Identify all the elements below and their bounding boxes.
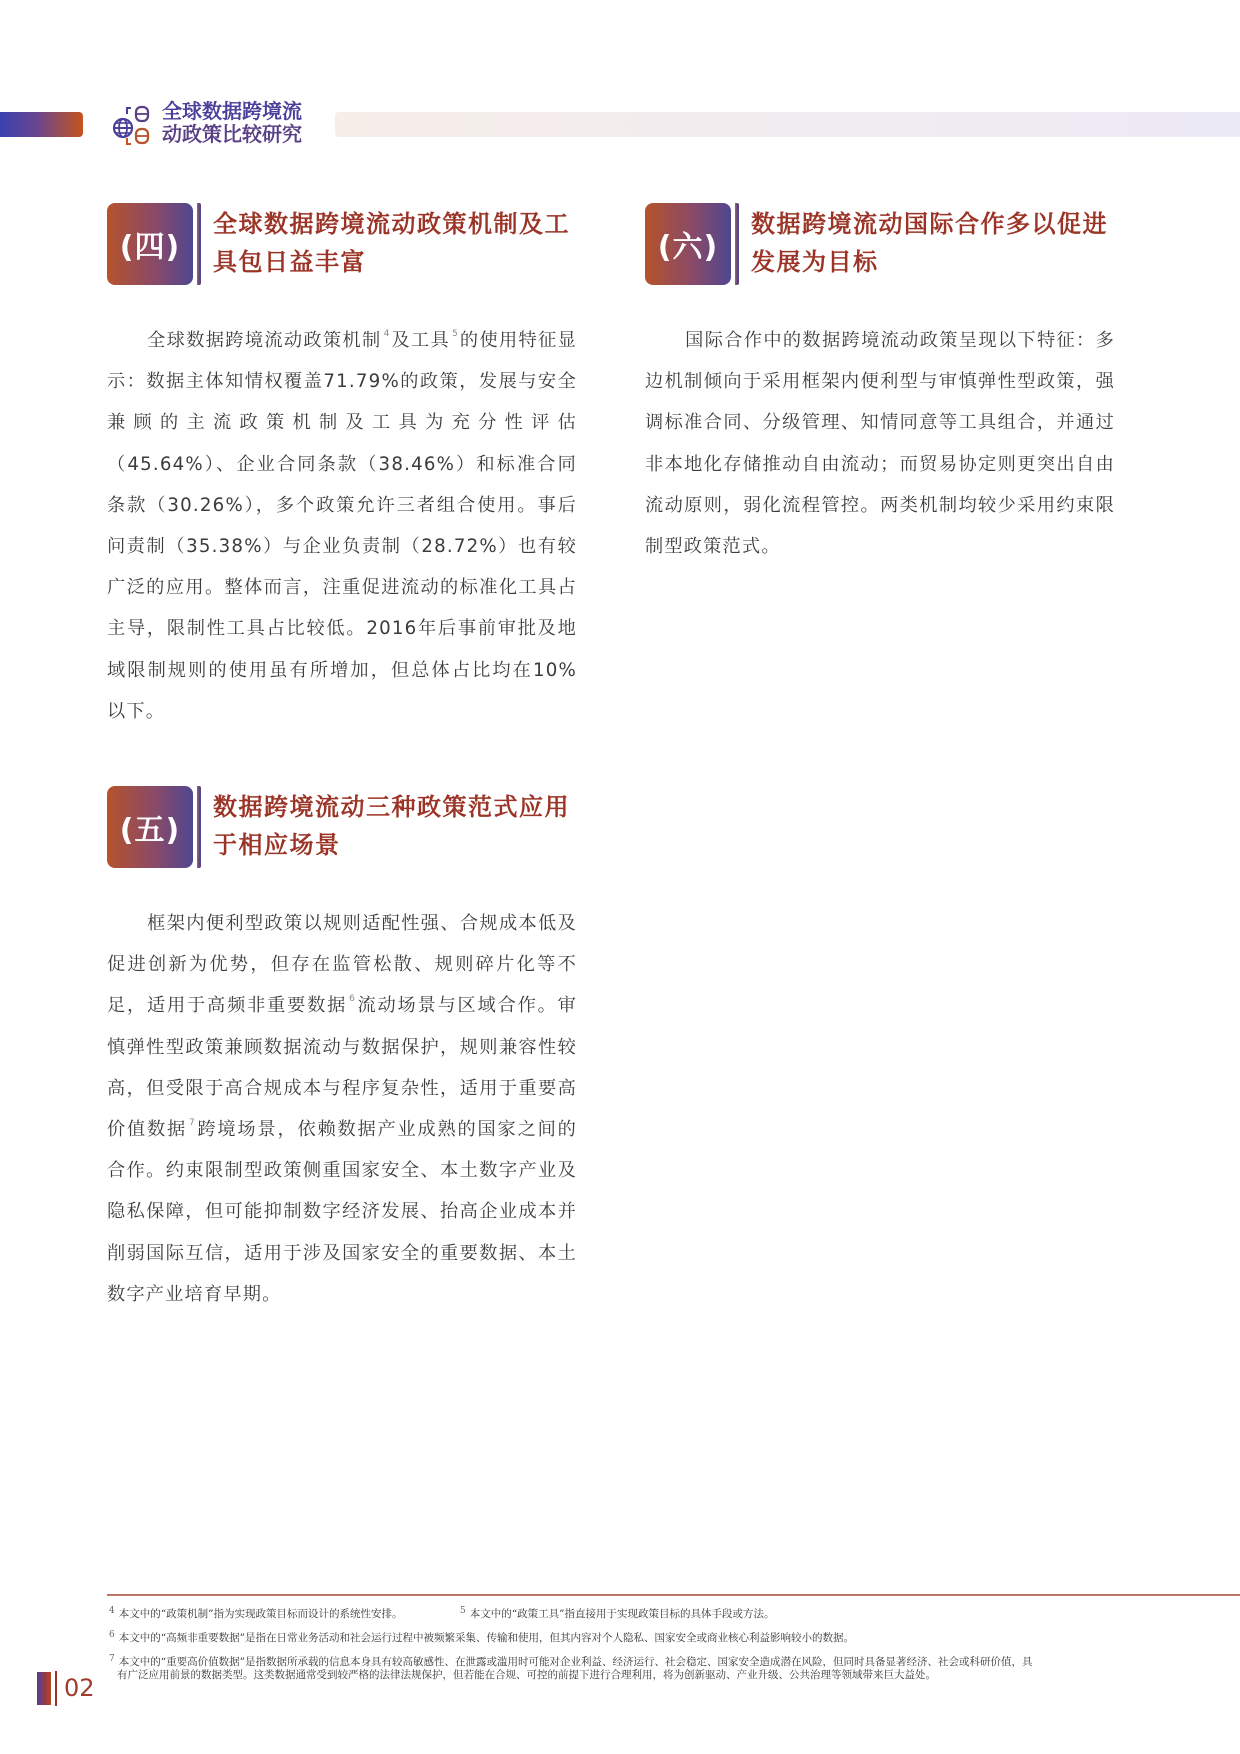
section-divider	[197, 203, 201, 285]
paragraph-text: 及工具	[391, 330, 451, 351]
paragraph-text: 全球数据跨境流动政策机制	[147, 330, 382, 351]
footnote-text: 本文中的“政策机制”指为实现政策目标而设计的系统性安排。	[118, 1608, 403, 1620]
footnote-5	[458, 1608, 774, 1621]
footnote-7	[107, 1656, 1127, 1682]
header-accent-bar-right	[335, 112, 1240, 137]
footnote-number: 5	[460, 1606, 466, 1616]
footnote-4	[107, 1608, 402, 1621]
footnote-ref[interactable]: 4	[383, 329, 390, 339]
paragraph-text: 流动场景与区域合作。审慎弹性型政策兼顾数据流动与数据保护，规则兼容性较高，但受限于高合规成本与程序复杂性，适用于重要高价值数据	[107, 995, 577, 1141]
section-paragraph-4	[107, 320, 577, 732]
footnote-text: 有广泛应用前景的数据类型。这类数据通常受到较严格的法律法规保护，但若能在合规、可控的前提下进行合理利用，将为创新驱动、产业升级、公共治理等领域带来巨大益处。	[117, 1669, 936, 1681]
footnote-number: 6	[109, 1630, 115, 1640]
page-number: 02	[64, 1674, 95, 1702]
section-title: 数据跨境流动三种政策范式应用于相应场景	[213, 793, 570, 859]
footnote-ref[interactable]: 5	[452, 329, 458, 339]
section-title: 数据跨境流动国际合作多以促进发展为目标	[751, 210, 1108, 276]
globe-database-icon	[112, 104, 154, 146]
header-accent-bar-left	[0, 112, 83, 137]
footnote-number: 4	[109, 1606, 115, 1616]
page-number-accent	[37, 1672, 51, 1705]
report-title-line2: 动政策比较研究	[162, 122, 302, 146]
footnote-divider	[107, 1594, 1240, 1596]
footnote-text: 本文中的“重要高价值数据”是指数据所承载的信息本身具有较高敏感性、在泄露或滥用时可能对企业利益、经济运行、社会稳定、国家安全造成潜在风险，但同时具备显著经济、社会或科研价值，具	[118, 1656, 1033, 1668]
section-paragraph-6	[645, 320, 1115, 567]
section-number-badge: (四)	[107, 203, 193, 285]
report-title	[162, 100, 302, 146]
page-number-divider	[55, 1671, 57, 1706]
footnote-ref[interactable]: 7	[189, 1118, 195, 1129]
section-paragraph-5	[107, 903, 577, 1315]
section-divider	[735, 203, 739, 285]
section-title: 全球数据跨境流动政策机制及工具包日益丰富	[213, 210, 570, 276]
section-divider	[197, 786, 201, 868]
footnote-6	[107, 1632, 854, 1645]
section-number-badge: (五)	[107, 786, 193, 868]
paragraph-text: 的使用特征显示：数据主体知情权覆盖71.79%的政策，发展与安全兼顾的主流政策机制及工具为充分性评估（45.64%）、企业合同条款（38.46%）和标准合同条款（30.26%），多个政策允许三者组合使用。事后问责制（35.38%）与企业负责制（28.72%）也有较广泛的应用。整体而言，注重促进流动的标准化工具占主导，限制性工具占比较低。2016年后事前审批及地域限制规则的使用虽有所增加，但总体占比均在10%以下。	[107, 330, 577, 722]
paragraph-text: 国际合作中的数据跨境流动政策呈现以下特征：多边机制倾向于采用框架内便利型与审慎弹性型政策，强调标准合同、分级管理、知情同意等工具组合，并通过非本地化存储推动自由流动；而贸易协定则更突出自由流动原则，弱化流程管控。两类机制均较少采用约束限制型政策范式。	[645, 330, 1115, 558]
section-heading-5	[107, 786, 583, 868]
footnote-number: 7	[109, 1654, 115, 1664]
section-heading-4	[107, 203, 583, 285]
paragraph-text: 跨境场景，依赖数据产业成熟的国家之间的合作。约束限制型政策侧重国家安全、本土数字产业及隐私保障，但可能抑制数字经济发展、抬高企业成本并削弱国际互信，适用于涉及国家安全的重要数据、本土数字产业培育早期。	[107, 1119, 577, 1305]
paragraph-text: 框架内便利型政策以规则适配性强、合规成本低及促进创新为优势，但存在监管松散、规则碎片化等不足，适用于高频非重要数据	[107, 913, 577, 1017]
footnote-ref[interactable]: 6	[349, 994, 355, 1005]
report-title-line1: 全球数据跨境流	[162, 99, 302, 123]
footnote-text: 本文中的“高频非重要数据”是指在日常业务活动和社会运行过程中被频繁采集、传输和使用，但其内容对个人隐私、国家安全或商业核心利益影响较小的数据。	[118, 1632, 854, 1644]
section-heading-6	[645, 203, 1121, 285]
section-number-badge: (六)	[645, 203, 731, 285]
footnote-text: 本文中的“政策工具”指直接用于实现政策目标的具体手段或方法。	[469, 1608, 775, 1620]
